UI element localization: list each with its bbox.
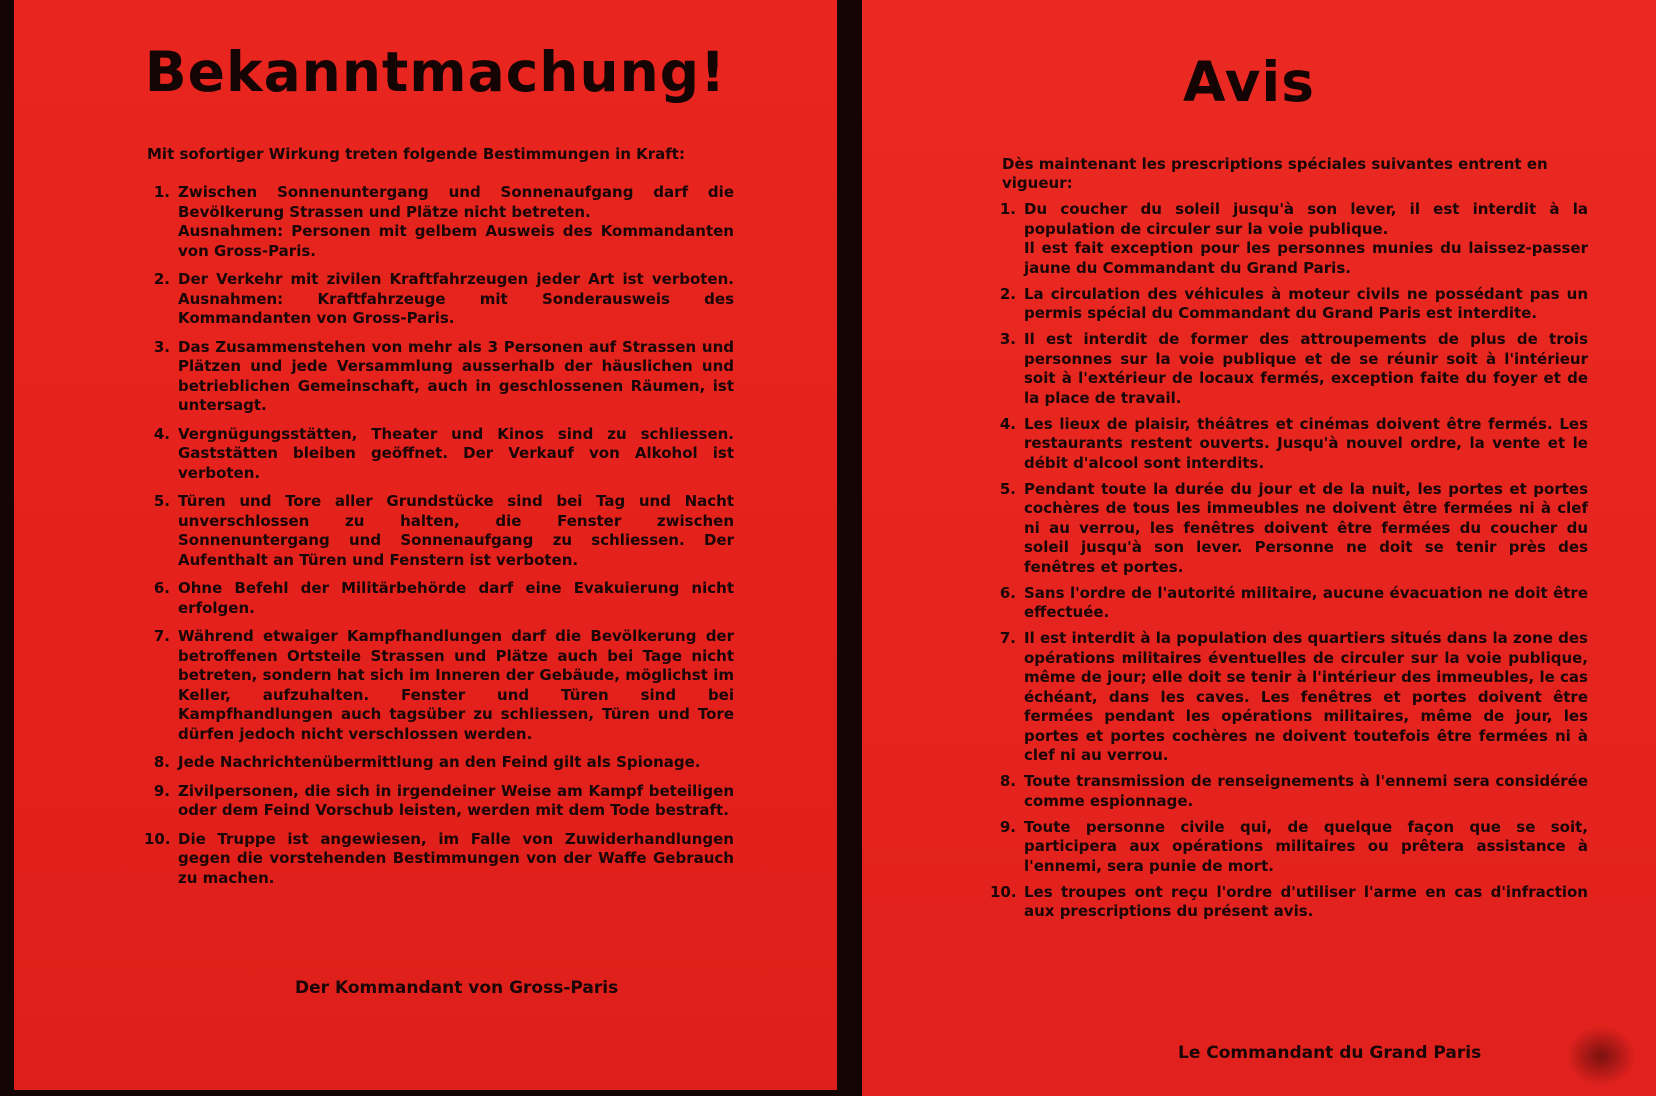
german-signature: Der Kommandant von Gross-Paris — [295, 978, 619, 998]
item-number: 6. — [999, 583, 1016, 602]
item-number: 9. — [153, 781, 170, 800]
item-text: Während etwaiger Kampfhandlungen darf die Bevölkerung der betroffenen Ortsteile Strassen und Plätze auch bei Tage nicht betreten, sondern hat sich im Inneren der Gebäude, möglichst im Keller, aufzuhalten. Fenster und Türen sind bei Kampfhandlungen auch tagsüber zu schliessen, Türen und Tore dürfen jedoch nicht verschlossen werden. — [178, 627, 734, 743]
item-number: 9. — [999, 817, 1016, 836]
item-text: Zwischen Sonnenuntergang und Sonnenaufgang darf die Bevölkerung Strassen und Plätze nicht betreten. — [178, 183, 734, 221]
item-text-exception: Il est fait exception pour les personnes munies du laissez-passer jaune du Commandant du Grand Paris. — [1024, 239, 1588, 277]
item-number: 8. — [153, 753, 170, 771]
item-text: Vergnügungsstätten, Theater und Kinos sind zu schliessen. Gaststätten bleiben geöffnet. Der Verkauf von Alkohol ist verboten. — [178, 424, 734, 482]
list-item — [144, 753, 734, 773]
item-text: La circulation des véhicules à moteur civils ne possédant pas un permis spécial du Commandant du Grand Paris est interdite. — [1024, 284, 1588, 322]
ink-smudge — [1566, 1026, 1636, 1086]
list-item — [990, 883, 1588, 922]
item-text: Pendant toute la durée du jour et de la nuit, les portes et portes cochères de tous les immeubles ne doivent être fermées ni à clef ni au verrou, les fenêtres doivent être fermées du coucher du soleil jusqu'à son lever. Personne ne doit se tenir près des fenêtres et portes. — [1024, 479, 1588, 576]
french-notice — [862, 0, 1656, 1096]
list-item — [990, 818, 1588, 877]
item-number: 4. — [999, 414, 1016, 433]
item-text-exception: Ausnahmen: Personen mit gelbem Ausweis des Kommandanten von Gross-Paris. — [178, 222, 734, 260]
item-text: Les troupes ont reçu l'ordre d'utiliser l'arme en cas d'infraction aux prescriptions du présent avis. — [1024, 882, 1588, 920]
item-text: Zivilpersonen, die sich in irgendeiner Weise am Kampf beteiligen oder dem Feind Vorschub leisten, werden mit dem Tode bestraft. — [178, 781, 734, 819]
list-item — [144, 782, 734, 821]
item-number: 7. — [153, 627, 170, 645]
list-item — [144, 425, 734, 484]
item-text: Türen und Tore aller Grundstücke sind bei Tag und Nacht unverschlossen zu halten, die Fenster zwischen Sonnenuntergang und Sonnenaufgang zu schliessen. Der Aufenthalt an Türen und Fenstern ist verboten. — [178, 492, 734, 569]
list-item — [990, 200, 1588, 278]
list-item — [990, 330, 1588, 408]
item-number: 10. — [144, 829, 171, 848]
list-item — [144, 492, 734, 570]
list-item — [144, 270, 734, 329]
item-text: Toute personne civile qui, de quelque façon que se soit, participera aux opérations militaires ou prêtera assistance à l'ennemi, sera punie de mort. — [1024, 817, 1588, 875]
list-item — [144, 338, 734, 416]
list-item — [990, 772, 1588, 811]
list-item — [144, 579, 734, 618]
item-text: Du coucher du soleil jusqu'à son lever, il est interdit à la population de circuler sur la voie publique. — [1024, 200, 1588, 238]
item-text: Il est interdit de former des attroupements de plus de trois personnes sur la voie publique et de se réunir soit à l'intérieur soit à l'extérieur de locaux fermés, exception faite du foyer et de la place de travail. — [1024, 330, 1588, 407]
list-item — [144, 183, 734, 261]
item-number: 4. — [153, 424, 170, 443]
list-item — [990, 285, 1588, 324]
list-item — [990, 415, 1588, 474]
item-number: 3. — [999, 330, 1016, 348]
item-text: Der Verkehr mit zivilen Kraftfahrzeugen jeder Art ist verboten. Ausnahmen: Kraftfahrzeuge mit Sonderausweis des Kommandanten von Gross-Paris. — [178, 270, 734, 327]
item-number: 2. — [153, 270, 170, 288]
item-number: 10. — [990, 882, 1017, 901]
item-number: 5. — [153, 492, 170, 510]
french-title: Avis — [1182, 50, 1316, 114]
list-item — [990, 480, 1588, 578]
french-regulations-list — [990, 200, 1588, 928]
item-text: Il est interdit à la population des quartiers situés dans la zone des opérations militaires éventuelles de circuler sur la voie publique, même de jour; elle doit se tenir à l'intérieur des immeubles, le cas échéant, dans les caves. Les fenêtres et portes doivent être fermées pendant les opérations militaires, même de jour, les portes et portes cochères ne doivent toutefois être fermées ni à clef ni au verrou. — [1024, 629, 1588, 764]
item-number: 2. — [999, 284, 1016, 303]
item-text: Toute transmission de renseignements à l'ennemi sera considérée comme espionnage. — [1024, 772, 1588, 810]
item-number: 1. — [999, 200, 1016, 218]
german-title: Bekanntmachung! — [144, 40, 727, 104]
list-item — [990, 629, 1588, 766]
item-text: Die Truppe ist angewiesen, im Falle von Zuwiderhandlungen gegen die vorstehenden Bestimmungen von der Waffe Gebrauch zu machen. — [178, 829, 734, 887]
item-number: 5. — [999, 479, 1016, 498]
item-text: Les lieux de plaisir, théâtres et cinémas doivent être fermés. Les restaurants restent ouverts. Jusqu'à nouvel ordre, la vente et le débit d'alcool sont interdits. — [1024, 414, 1588, 472]
french-intro: Dès maintenant les prescriptions spéciales suivantes entrent en vigueur: — [1002, 155, 1548, 192]
french-signature: Le Commandant du Grand Paris — [1178, 1043, 1482, 1063]
item-number: 1. — [153, 183, 170, 201]
list-item — [144, 830, 734, 889]
german-regulations-list — [144, 183, 734, 897]
item-text: Das Zusammenstehen von mehr als 3 Personen auf Strassen und Plätzen und jede Versammlung ausserhalb der häuslichen und betrieblichen Gemeinschaft, auch in geschlossenen Räumen, ist untersagt. — [178, 337, 734, 414]
german-notice — [14, 0, 837, 1090]
item-text: Sans l'ordre de l'autorité militaire, aucune évacuation ne doit être effectuée. — [1024, 583, 1588, 621]
item-text: Jede Nachrichtenübermittlung an den Feind gilt als Spionage. — [178, 753, 701, 771]
list-item — [990, 584, 1588, 623]
item-number: 7. — [999, 629, 1016, 647]
item-number: 3. — [153, 337, 170, 356]
german-intro: Mit sofortiger Wirkung treten folgende Bestimmungen in Kraft: — [147, 145, 685, 163]
item-number: 6. — [153, 579, 170, 597]
list-item — [144, 627, 734, 744]
item-number: 8. — [999, 772, 1016, 790]
item-text: Ohne Befehl der Militärbehörde darf eine Evakuierung nicht erfolgen. — [178, 579, 734, 617]
